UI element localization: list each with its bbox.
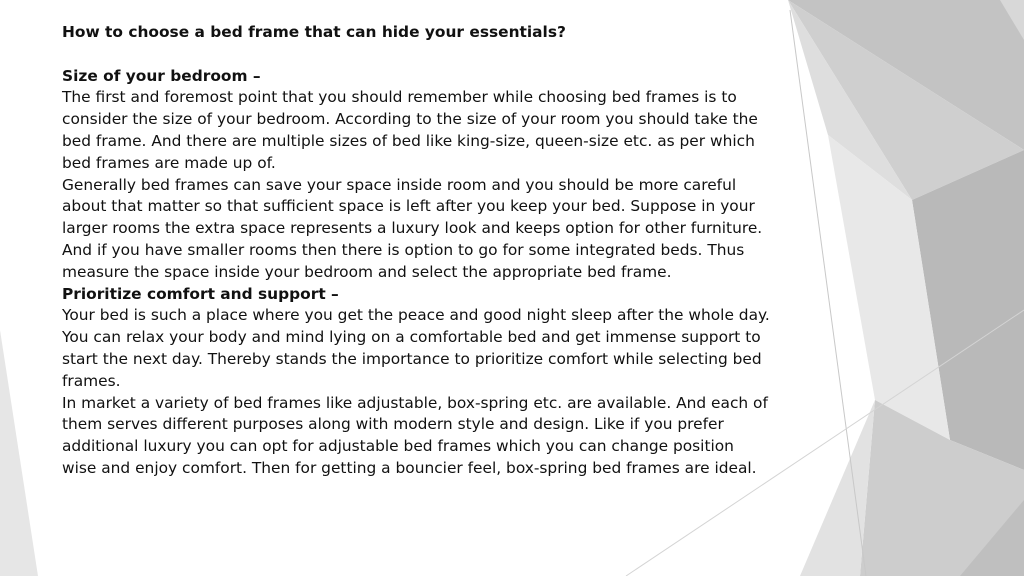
section-heading-comfort: Prioritize comfort and support – — [62, 284, 339, 303]
slide-text-body — [62, 22, 772, 480]
slide-title: How to choose a bed frame that can hide your essentials? — [62, 23, 566, 41]
section-heading-bedroom-size: Size of your bedroom – — [62, 66, 261, 85]
paragraph: The first and foremost point that you should remember while choosing bed frames is to consider the size of your bedroom. According to the size of your room you should take the bed frame. And there are multiple sizes of bed like king-size, queen-size etc. as per which bed frames are made up of. — [62, 88, 758, 172]
paragraph: In market a variety of bed frames like adjustable, box-spring etc. are available. And each of them serves different purposes along with modern style and design. Like if you prefer additional luxury you can opt for adjustable bed frames which you can change position wise and enjoy comfort. Then for getting a bouncier feel, box-spring bed frames are ideal. — [62, 393, 768, 477]
paragraph: Generally bed frames can save your space inside room and you should be more careful about that matter so that sufficient space is left after you keep your bed. Suppose in your larger rooms the extra space represents a luxury look and keeps option for other furniture. And if you have smaller rooms then there is option to go for some integrated beds. Thus measure the space inside your bedroom and select the appropriate bed frame. — [62, 175, 763, 281]
left-edge-facet — [0, 330, 38, 576]
paragraph: Your bed is such a place where you get the peace and good night sleep after the whole day. You can relax your body and mind lying on a comfortable bed and get immense support to start the next day. Thereby stands the importance to prioritize comfort while selecting bed frames. — [62, 306, 770, 390]
